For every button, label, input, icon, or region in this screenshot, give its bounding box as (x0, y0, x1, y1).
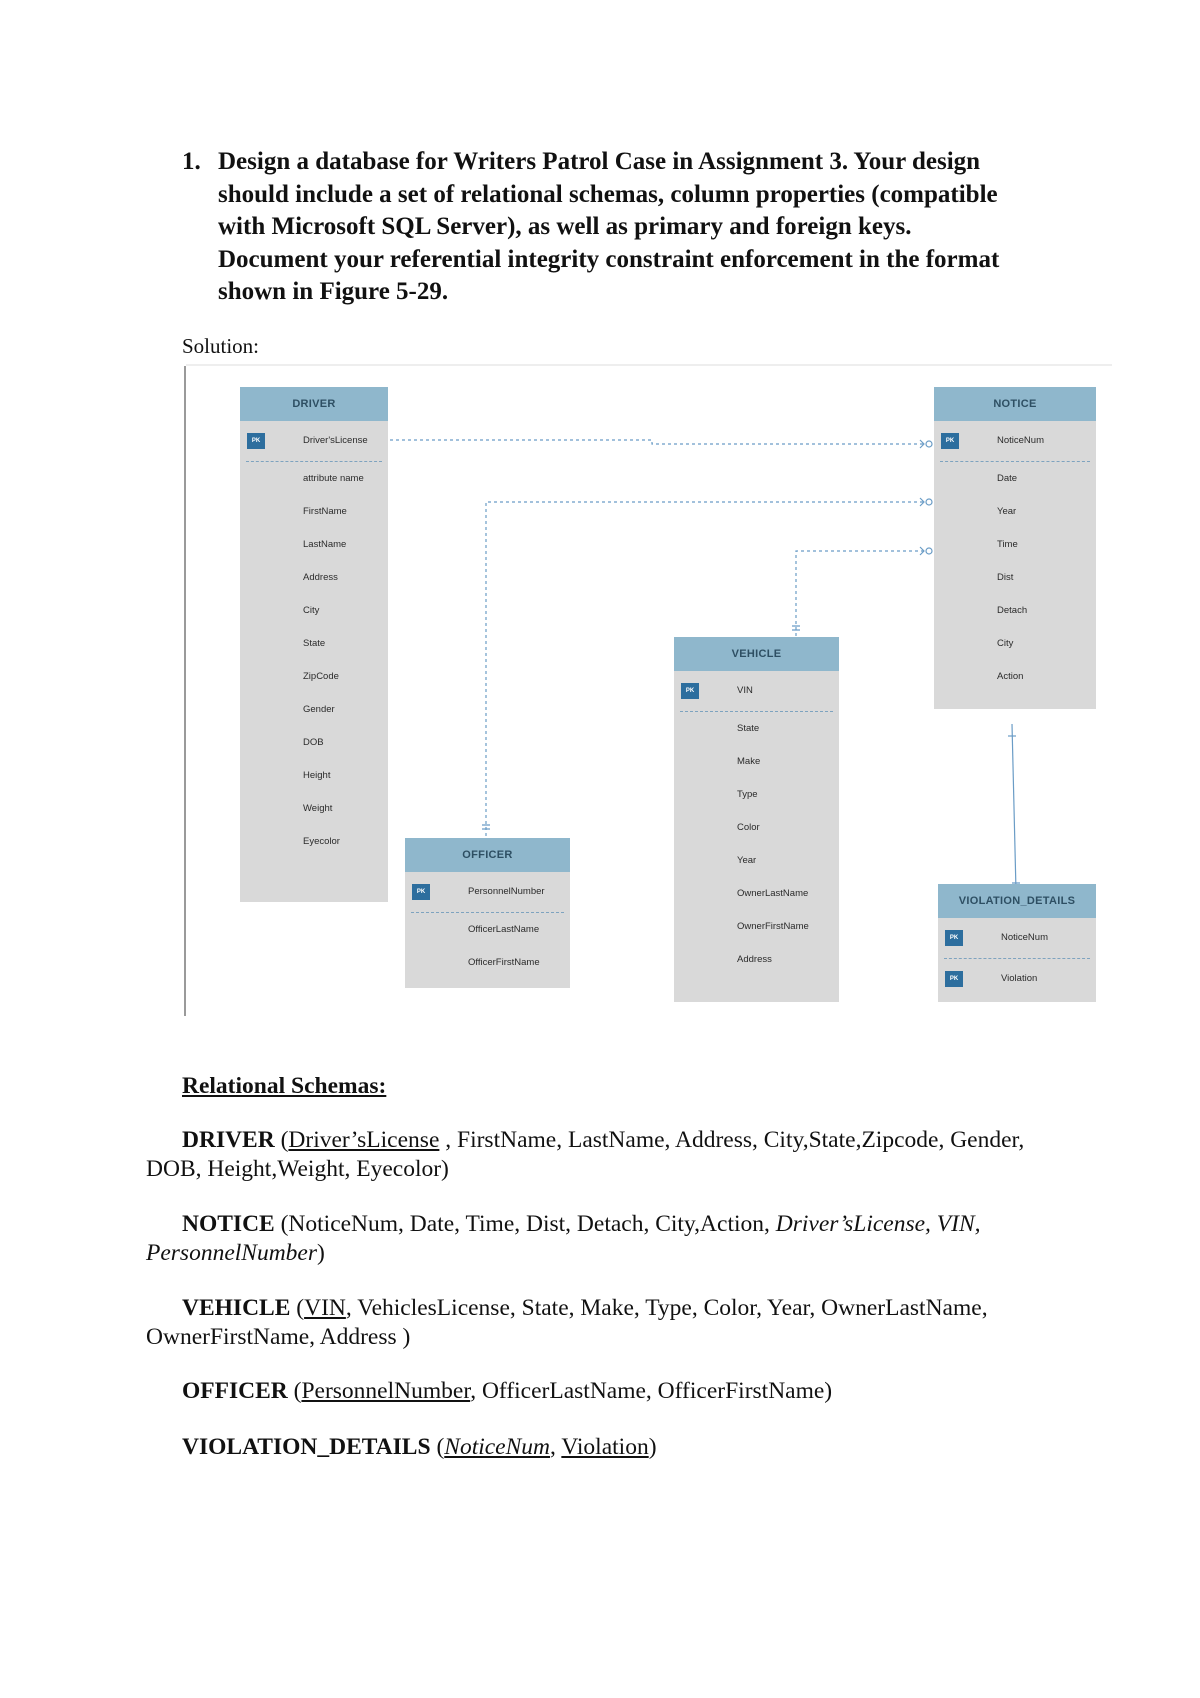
column-name: State (303, 638, 326, 649)
column-row (934, 627, 1096, 660)
schema-officer (146, 1377, 1066, 1406)
column-row (934, 528, 1096, 561)
link-vehicle-notice (796, 551, 924, 636)
column-row (934, 561, 1096, 594)
column-name: Make (737, 756, 761, 767)
pk-row (938, 918, 1096, 958)
pk-column: NoticeNum (1001, 932, 1048, 943)
entity-driver (240, 387, 388, 902)
column-row (674, 910, 839, 943)
pk-row (405, 872, 570, 912)
column-name: Weight (303, 803, 333, 814)
column-row (674, 712, 839, 745)
pk-column: VIN (737, 685, 753, 696)
column-row (240, 462, 388, 495)
schema-line (146, 1210, 1066, 1239)
question-line: Design a database for Writers Patrol Case in Assignment 3. Your design (218, 148, 981, 175)
primary-key: Driver’sLicense (288, 1127, 440, 1153)
pk-badge: PK (945, 971, 963, 987)
entity-violation-details (938, 884, 1096, 1002)
table-name: VEHICLE (182, 1295, 291, 1321)
column-row (240, 660, 388, 693)
entity-title: VIOLATION_DETAILS (938, 884, 1096, 918)
table-name: VIOLATION_DETAILS (182, 1434, 431, 1460)
primary-key: VIN (304, 1295, 346, 1321)
question-line: Document your referential integrity constraint enforcement in the format (218, 245, 1000, 273)
column-row (674, 778, 839, 811)
column-row (934, 462, 1096, 495)
column-name: Gender (303, 704, 335, 715)
schema-text: ( (274, 1127, 289, 1153)
pk-column: NoticeNum (997, 435, 1044, 446)
column-name: LastName (303, 539, 347, 550)
entity-notice (934, 387, 1096, 709)
question-line: with Microsoft SQL Server), as well as primary and foreign keys. (218, 213, 912, 240)
link-notice-violation (1012, 724, 1016, 891)
column-name: State (737, 723, 760, 734)
column-row (405, 946, 570, 979)
schema-text: , FirstName, LastName, Address, City,State,Zipcode, Gender, (439, 1127, 1025, 1153)
column-name: City (303, 605, 320, 616)
column-row (674, 745, 839, 778)
column-row (674, 877, 839, 910)
pk-row (934, 421, 1096, 461)
column-row (674, 811, 839, 844)
pk-row (240, 421, 388, 461)
column-name: attribute name (303, 473, 364, 484)
column-name: OfficerLastName (468, 924, 540, 935)
entity-title: VEHICLE (674, 637, 839, 671)
column-name: Address (303, 572, 338, 583)
entity-vehicle (674, 637, 839, 1002)
column-row (934, 495, 1096, 528)
solution-label: Solution: (182, 334, 260, 358)
column-name: Type (737, 789, 758, 800)
column-row (240, 693, 388, 726)
column-row (240, 825, 388, 858)
column-row (240, 726, 388, 759)
schema-text: , VehiclesLicense, State, Make, Type, Color, Year, OwnerLastName, (345, 1295, 988, 1321)
schema-line (146, 1294, 1066, 1323)
schema-line (146, 1433, 1066, 1462)
column-name: OwnerFirstName (737, 921, 809, 932)
column-row (240, 759, 388, 792)
foreign-key: Driver’sLicense, VIN, (775, 1211, 981, 1237)
pk-badge: PK (412, 884, 430, 900)
pk-badge: PK (945, 930, 963, 946)
schema-vehicle (146, 1294, 1066, 1351)
schema-notice (146, 1210, 1066, 1267)
pk-column: Driver'sLicense (303, 435, 368, 446)
column-row (240, 561, 388, 594)
column-name: OfficerFirstName (468, 957, 540, 968)
column-name: Time (997, 539, 1018, 550)
column-name: Date (997, 473, 1018, 484)
primary-key: PersonnelNumber (301, 1378, 471, 1404)
table-name: DRIVER (182, 1127, 275, 1153)
table-name: NOTICE (182, 1211, 275, 1237)
question-number: 1. (182, 148, 201, 175)
question-line: should include a set of relational schemas, column properties (compatible (218, 180, 998, 208)
pk-column: PersonnelNumber (468, 886, 545, 897)
column-name: Height (303, 770, 331, 781)
schema-text: (NoticeNum, Date, Time, Dist, Detach, City,Action, (274, 1211, 776, 1237)
schema-line (146, 1239, 1066, 1268)
column-row (240, 594, 388, 627)
schema-text: ) (648, 1434, 657, 1460)
column-name: ZipCode (303, 671, 339, 682)
schema-line: OwnerFirstName, Address ) (146, 1323, 411, 1350)
entity-officer (405, 838, 570, 988)
column-row (240, 792, 388, 825)
column-name: Action (997, 671, 1024, 682)
entity-title: OFFICER (405, 838, 570, 872)
column-name: DOB (303, 737, 324, 748)
column-name: FirstName (303, 506, 347, 517)
pk-badge: PK (941, 433, 959, 449)
link-driver-notice (390, 440, 924, 444)
pk-column: Violation (1001, 973, 1038, 984)
schema-text: ( (430, 1434, 445, 1460)
schema-driver (146, 1126, 1066, 1183)
schema-violation-details (146, 1433, 1066, 1462)
question-line: shown in Figure 5-29. (218, 278, 449, 305)
foreign-key: PersonnelNumber (146, 1239, 318, 1266)
schema-line: DOB, Height,Weight, Eyecolor) (146, 1155, 449, 1182)
schema-text: ( (290, 1295, 305, 1321)
primary-key: Violation (561, 1434, 649, 1460)
column-name: City (997, 638, 1014, 649)
entity-title: NOTICE (934, 387, 1096, 421)
schema-text: ) (317, 1239, 325, 1266)
schemas-title: Relational Schemas: (182, 1073, 387, 1099)
schema-line (146, 1377, 1066, 1406)
pk-badge: PK (681, 683, 699, 699)
table-name: OFFICER (182, 1378, 288, 1404)
pk-badge: PK (247, 433, 265, 449)
schema-text: , (550, 1434, 562, 1460)
er-diagram (184, 364, 1112, 1018)
column-row (674, 943, 839, 976)
column-name: Dist (997, 572, 1014, 583)
schema-text: , OfficerLastName, OfficerFirstName) (470, 1378, 833, 1404)
pk-row (674, 671, 839, 711)
column-row (240, 528, 388, 561)
question-text (218, 146, 1068, 309)
column-name: Color (737, 822, 760, 833)
column-row (934, 594, 1096, 627)
schema-text: ( (287, 1378, 302, 1404)
entity-title: DRIVER (240, 387, 388, 421)
column-name: Detach (997, 605, 1028, 616)
column-row (934, 660, 1096, 693)
column-row (240, 495, 388, 528)
column-name: Address (737, 954, 772, 965)
column-name: Eyecolor (303, 836, 340, 847)
pk-row (938, 959, 1096, 999)
column-name: Year (737, 855, 757, 866)
primary-foreign-key: NoticeNum (444, 1434, 551, 1460)
column-name: OwnerLastName (737, 888, 809, 899)
column-name: Year (997, 506, 1017, 517)
column-row (240, 627, 388, 660)
column-row (674, 844, 839, 877)
schema-line (146, 1126, 1066, 1155)
column-row (405, 913, 570, 946)
